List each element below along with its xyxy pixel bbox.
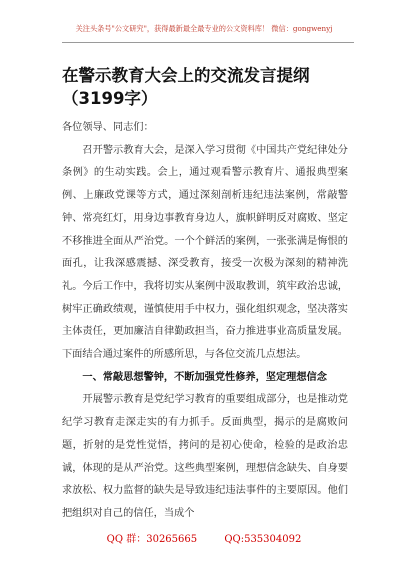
contact-footer bbox=[0, 530, 408, 545]
watermark-header: 关注头条号"公文研究"，获得最新最全最专业的公文资料库！ 微信：gongwenyj bbox=[75, 24, 333, 33]
section-heading-1: 一、常敲思想警钟，不断加强党性修养，坚定理想信念 bbox=[82, 371, 327, 383]
header-divider bbox=[62, 42, 354, 43]
qq-group-text: QQ 群：30265665 bbox=[106, 534, 198, 545]
document-title: 在警示教育大会上的交流发言提纲（3199字） bbox=[62, 66, 310, 108]
paragraph-section-1: 开展警示教育是党纪学习教育的重要组成部分，也是推动党纪学习教育走深走实的有力抓手。反面典型，揭示的是腐败问题，折射的是党性觉悟，拷问的是初心使命，检验的是政治忠诚，体现的是从严治党。这些典型案例，理想信念缺失、自身要求放松、权力监督的缺失是导致违纪违法事件的主要原因。他们把组织对自己的信任，当成个 bbox=[62, 394, 348, 519]
paragraph-intro: 召开警示教育大会，是深入学习贯彻《中国共产党纪律处分条例》的生动实践。会上，通过观看警示教育片、通报典型案例、上廉政党课等方式，通过深刻剖析违纪违法案例，常敲警钟、常亮红灯，用身边事教育身边人，旗帜鲜明反对腐败、坚定不移推进全面从严治党。一个个鲜活的案例，一张张满是悔恨的面孔，让我深感震撼、深受教育，接受一次极为深刻的精神洗礼。今后工作中，我将切实从案例中汲取教训，筑牢政治忠诚，树牢正确政绩观，谨慎使用手中权力，强化组织观念，坚决落实主体责任，更加廉洁自律勤政担当，奋力推进事业高质量发展。下面结合通过案件的所感所思，与各位交流几点想法。 bbox=[62, 144, 348, 361]
document-body bbox=[62, 117, 348, 526]
qq-number-text: QQ:535304092 bbox=[224, 534, 302, 545]
greeting: 各位领导、同志们： bbox=[62, 122, 154, 133]
